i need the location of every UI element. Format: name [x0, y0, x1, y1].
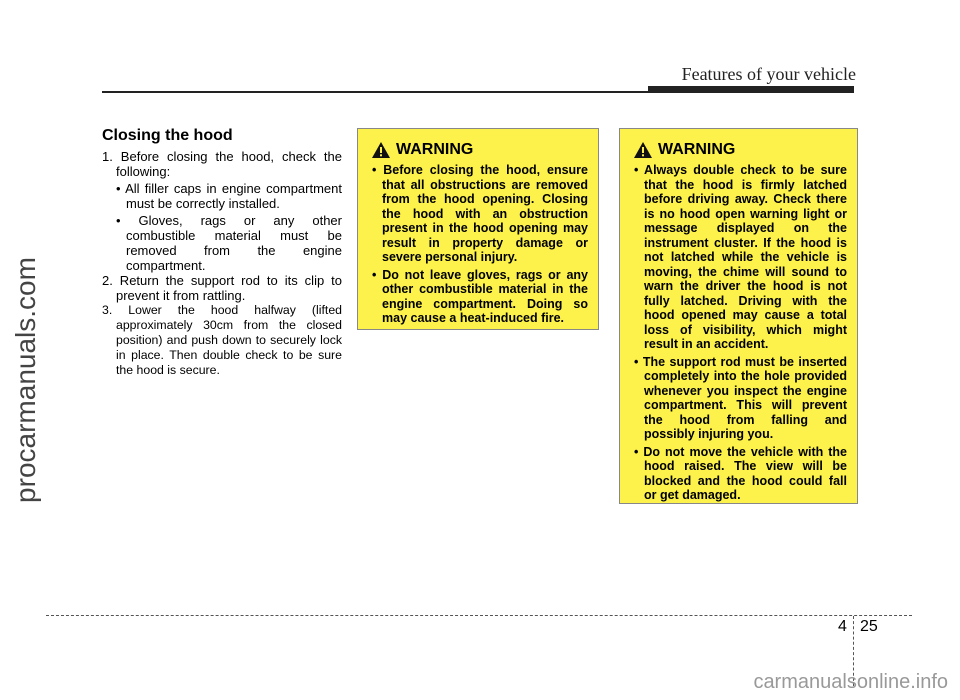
- closing-hood-section: [102, 128, 342, 378]
- step-1-bullet-2: • Gloves, rags or any other combustible material must be removed from the engine compartment.: [116, 213, 342, 273]
- side-watermark: procarmanuals.com: [10, 257, 41, 503]
- warning-right-item-2: • The support rod must be inserted completely into the hole provided whenever you inspect the engine compartment. This will prevent the hood from falling and possibly injuring you.: [634, 354, 847, 441]
- warning-left-item-2: • Do not leave gloves, rags or any other combustible material in the engine compartment. Doing so may cause a heat-induced fire.: [372, 267, 588, 325]
- footer-rule: [46, 615, 912, 616]
- footer-watermark: carmanualsonline.info: [753, 671, 948, 693]
- page-header-title: Features of your vehicle: [681, 64, 856, 84]
- warning-left-item-1: • Before closing the hood, ensure that all obstructions are removed from the hood opening. Closing the hood with an obstruction present in the hood opening may result in property damage or severe personal injury.: [372, 163, 588, 264]
- step-3: 3. Lower the hood halfway (lifted approximately 30cm from the closed position) and push down to securely lock in place. Then double check to be sure the hood is secure.: [102, 303, 342, 377]
- header-rule-thick: [648, 86, 854, 93]
- page-number: 25: [860, 618, 878, 635]
- step-2: 2. Return the support rod to its clip to prevent it from rattling.: [102, 273, 342, 303]
- warning-right-item-1: • Always double check to be sure that the hood is firmly latched before driving away. Check there is no hood open warning light or message displayed on the instrument cluster. If the hood is not latched while the vehicle is moving, the chime will sound to warn the driver the hood is not fully latched. Driving with the hood opened may cause a total loss of visibility, which might result in an accident.: [634, 163, 847, 351]
- warning-box-left: [357, 128, 599, 330]
- warning-box-right: [619, 128, 858, 504]
- warning-triangle-icon: [634, 142, 652, 158]
- chapter-number: 4: [838, 618, 847, 635]
- warning-right-item-3: • Do not move the vehicle with the hood raised. The view will be blocked and the hood could fall or get damaged.: [634, 444, 847, 502]
- step-1-bullet-1: • All filler caps in engine compartment must be correctly installed.: [116, 181, 342, 211]
- warning-title: WARNING: [658, 141, 736, 158]
- section-title: Closing the hood: [102, 127, 233, 144]
- warning-title: WARNING: [396, 141, 474, 158]
- step-1: 1. Before closing the hood, check the following:: [102, 149, 342, 179]
- warning-triangle-icon: [372, 142, 390, 158]
